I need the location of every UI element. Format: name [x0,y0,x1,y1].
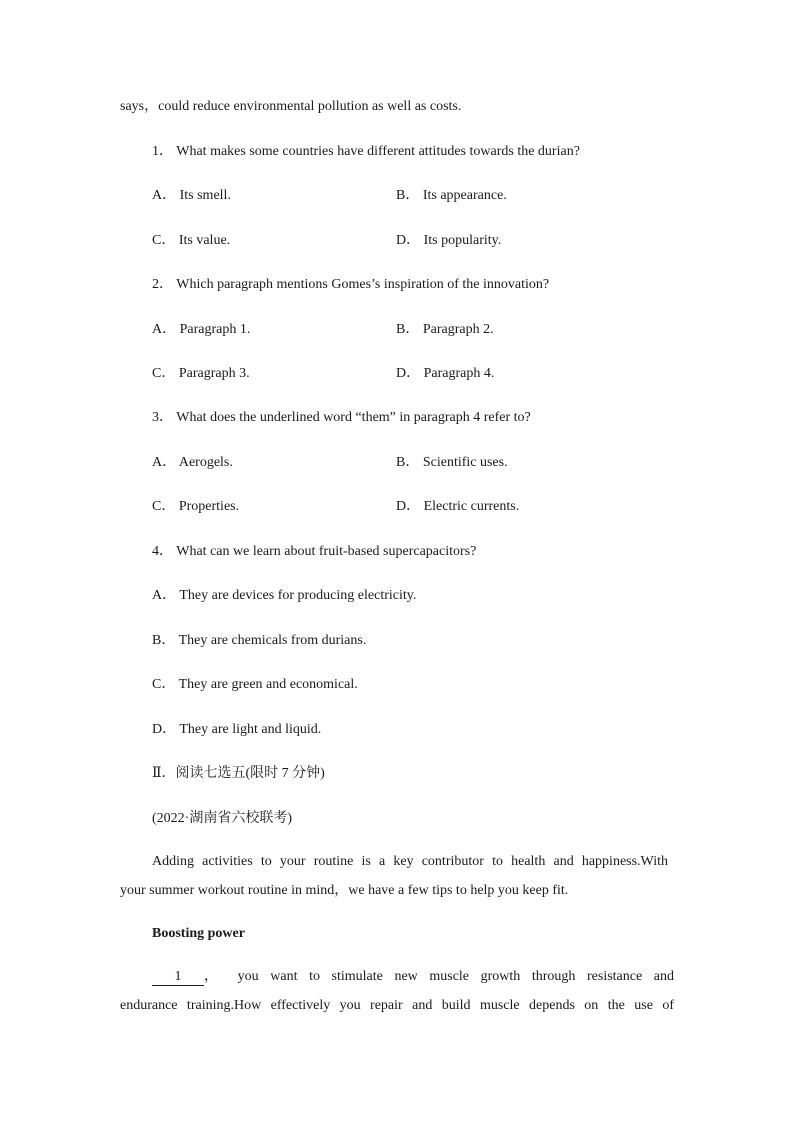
question-1-option-b: B． Its appearance. [396,188,507,203]
intro-line-1: Adding activities to your routine is a key contributor to health and happiness.With [152,854,668,869]
question-3-option-c: C． Properties. [152,499,240,514]
answer-blank-1[interactable]: 1 [152,969,204,986]
intro-line-2: your summer workout routine in mind，we have a few tips to help you keep fit. [120,883,569,898]
boost-line-1-text: ， you want to stimulate new muscle growth through resistance and [204,969,674,984]
boost-line-2: endurance training.How effectively you repair and build muscle depends on the use of [120,998,674,1013]
question-3-option-b: B． Scientific uses. [396,455,508,470]
question-1-option-d: D． Its popularity. [396,233,502,248]
question-2-stem: 2． Which paragraph mentions Gomes’s inspiration of the innovation? [152,277,550,292]
section-heading: Ⅱ．阅读七选五(限时 7 分钟) [152,766,325,781]
question-3-option-a: A． Aerogels. [152,455,233,470]
question-2-option-d: D． Paragraph 4. [396,366,495,381]
question-4-stem: 4． What can we learn about fruit-based supercapacitors? [152,544,477,559]
question-2-option-c: C． Paragraph 3. [152,366,250,381]
question-4-option-c: C． They are green and economical. [152,677,358,692]
source-note: (2022·湖南省六校联考) [152,811,292,826]
question-1-option-c: C． Its value. [152,233,231,248]
question-1-option-a: A． Its smell. [152,188,231,203]
question-2-option-b: B． Paragraph 2. [396,322,494,337]
boost-line-1 [152,967,674,987]
question-3-option-d: D． Electric currents. [396,499,520,514]
subheading: Boosting power [152,926,245,941]
question-4-option-b: B． They are chemicals from durians. [152,633,367,648]
question-3-stem: 3． What does the underlined word “them” in paragraph 4 refer to? [152,410,531,425]
question-4-option-d: D． They are light and liquid. [152,722,322,737]
question-2-option-a: A． Paragraph 1. [152,322,251,337]
passage-tail: says，could reduce environmental pollution as well as costs. [120,99,462,114]
question-1-stem: 1． What makes some countries have different attitudes towards the durian? [152,144,580,159]
question-4-option-a: A． They are devices for producing electricity. [152,588,417,603]
